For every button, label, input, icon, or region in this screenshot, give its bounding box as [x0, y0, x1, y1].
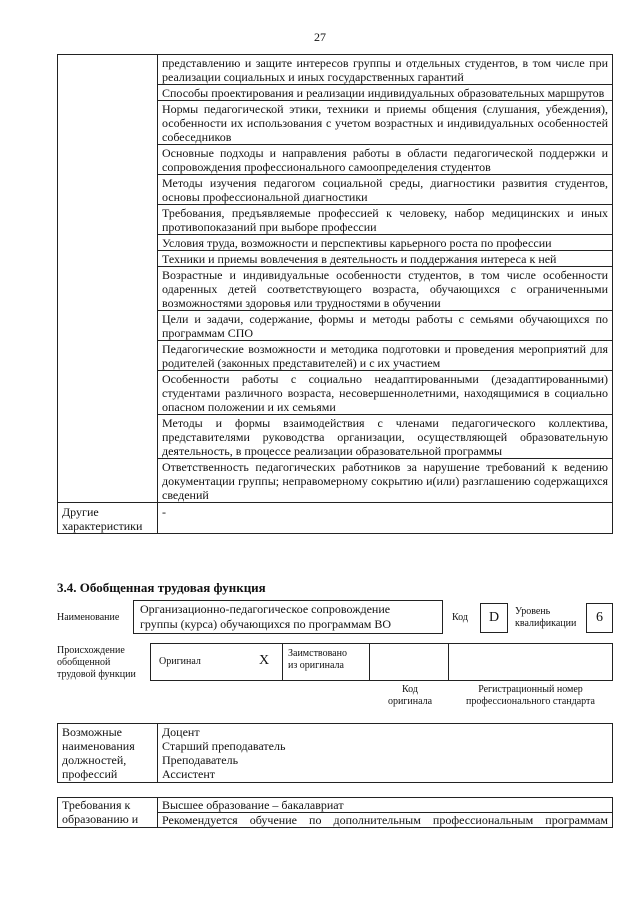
function-name-box: Организационно-педагогическое сопровождение группы (курса) обучающихся по программам ВО: [133, 600, 443, 634]
table-cell: Требования, предъявляемые профессией к человеку, набор медицинских и иных противопоказаний при выборе профессии: [158, 205, 613, 235]
table-cell: Особенности работы с социально неадаптированными (дезадаптированными) студентами различного возраста, несовершеннолетними, находящимися в социально опасном положении и их семьями: [158, 371, 613, 415]
positions-table: [57, 723, 613, 783]
education-table: [57, 797, 613, 828]
other-characteristics-value: -: [158, 503, 613, 534]
original-cell: [150, 643, 283, 681]
knowledge-table: [57, 54, 613, 534]
other-characteristics-label: Другие характеристики: [58, 503, 158, 534]
table-cell: Педагогические возможности и методика подготовки и проведения мероприятий для родителей (законных представителей) и с их участием: [158, 341, 613, 371]
table-cell: Основные подходы и направления работы в области педагогической поддержки и сопровождения профессионального самоопределения студентов: [158, 145, 613, 175]
table-cell: Ответственность педагогических работников за нарушение требований к ведению документации группы; неправомерному сокрытию и(или) разглашению содержащихся сведений: [158, 459, 613, 503]
borrowed-cell: Заимствовано из оригинала: [282, 643, 370, 681]
code-original-caption: Код оригинала: [387, 684, 433, 707]
reg-number-caption: Регистрационный номер профессионального стандарта: [466, 684, 595, 707]
table-cell: Цели и задачи, содержание, формы и методы работы с семьями обучающихся по программам СПО: [158, 311, 613, 341]
code-original-cell: [369, 643, 449, 681]
table-cell: представлению и защите интересов группы и отдельных студентов, в том числе при реализации социальных и иных государственных гарантий: [158, 55, 613, 85]
code-value-box: D: [480, 603, 508, 633]
table-cell: Нормы педагогической этики, техники и приемы общения (слушания, убеждения), особенности их использования с учетом возрастных и индивидуальных особенностей собеседников: [158, 101, 613, 145]
table-row: [58, 724, 613, 783]
origin-label: Происхождение обобщенной трудовой функции: [57, 645, 136, 680]
education-value: Высшее образование – бакалавриат: [158, 798, 613, 813]
section-title: 3.4. Обобщенная трудовая функция: [57, 580, 266, 595]
qualification-level-label: Уровень квалификации: [515, 606, 577, 629]
table-row: [58, 798, 613, 813]
name-label: Наименование: [57, 612, 120, 623]
education-label: Требования к образованию и: [58, 798, 158, 828]
table-cell: Условия труда, возможности и перспективы карьерного роста по профессии: [158, 235, 613, 251]
table-cell: Возрастные и индивидуальные особенности студентов, в том числе особенности одаренных детей соответствующего возраста, обучающихся с ограниченными возможностями здоровья или трудностями в обучении: [158, 267, 613, 311]
qualification-level-box: 6: [586, 603, 613, 633]
positions-values: Доцент Старший преподаватель Преподаватель Ассистент: [158, 724, 613, 783]
education-value: Рекомендуется обучение по дополнительным профессиональным программам: [158, 813, 613, 828]
original-mark: X: [259, 653, 270, 668]
other-characteristics-row: [58, 503, 613, 534]
table-cell: Методы и формы взаимодействия с членами педагогического коллектива, представителями руководства организации, осуществляющей образовательную деятельность, в процессе реализации образовательной программы: [158, 415, 613, 459]
table-cell: Методы изучения педагогом социальной среды, диагностики развития студентов, основы профессиональной диагностики: [158, 175, 613, 205]
reg-number-cell: [448, 643, 613, 681]
page-number: 27: [314, 30, 326, 44]
code-label: Код: [452, 612, 468, 623]
table-cell: Техники и приемы вовлечения в деятельность и поддержания интереса к ней: [158, 251, 613, 267]
table-cell: Способы проектирования и реализации индивидуальных образовательных маршрутов: [158, 85, 613, 101]
table-label-cell: [58, 55, 158, 503]
positions-label: Возможные наименования должностей, профессий: [58, 724, 158, 783]
table-row: [58, 55, 613, 85]
original-label: Оригинал: [159, 656, 201, 667]
